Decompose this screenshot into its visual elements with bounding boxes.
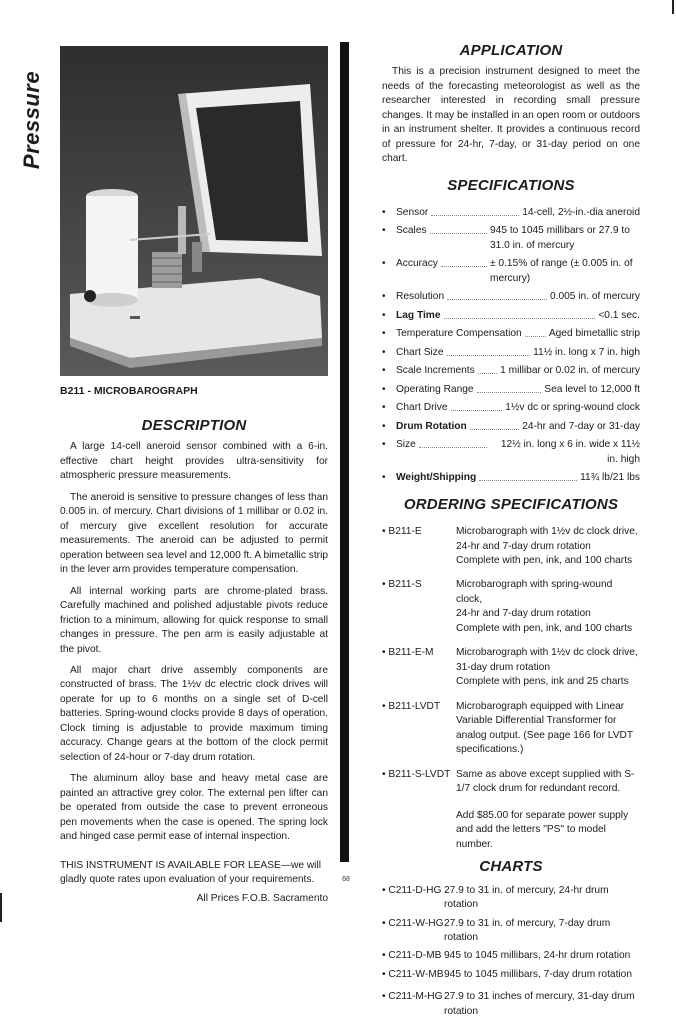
spec-value: Aged bimetallic strip	[548, 328, 640, 340]
order-code: • B211-E	[382, 526, 422, 538]
order-item	[382, 700, 640, 758]
bullet-icon: •	[382, 291, 386, 303]
spec-item	[382, 257, 640, 286]
order-item	[382, 768, 640, 797]
chart-code-text: C211-W-MB	[388, 968, 444, 980]
specifications-list	[382, 206, 640, 486]
dot-leader	[447, 290, 547, 300]
order-line: Microbarograph with 1½v dc clock drive,	[456, 647, 638, 659]
order-code-text: B211-E	[388, 526, 422, 538]
spec-value: 1 millibar or 0.02 in. of mercury	[500, 365, 640, 377]
chart-item	[382, 884, 640, 913]
chart-code-text: C211-W-HG	[388, 917, 444, 929]
dot-leader	[441, 257, 487, 267]
order-line: Microbarograph with 1½v dc clock drive,	[456, 526, 638, 538]
section-tab	[12, 70, 52, 170]
spec-value: 1½v dc or spring-wound clock	[505, 402, 640, 414]
description-paragraph: The aneroid is sensitive to pressure changes of less than 0.005 in. of mercury. Chart divisions of 1 millibar or 0.02 in. of mercury give excellent resolution for accurate measurements. The aneroid can be adjusted to permit operation between sea level and 12,000 ft. A bimetallic strip in the lever arm provides temperature compensation.	[60, 491, 328, 576]
product-photo	[60, 46, 328, 376]
order-code: • B211-LVDT	[382, 700, 441, 712]
application-heading: APPLICATION	[459, 42, 563, 59]
chart-code-text: C211-D-MB	[388, 950, 442, 962]
spec-value: 11½ in. long x 7 in. high	[533, 346, 640, 358]
spec-value: 0.005 in. of mercury	[549, 291, 640, 303]
spec-item	[382, 224, 640, 253]
dot-leader	[447, 346, 531, 356]
description-paragraph: The aluminum alloy base and heavy metal case are painted an attractive grey color. The external pen lifter can be operated from outside the case to prevent erroneous pen movements when the case is opened. The spring lock and hinged case permit ease of internal inspection.	[60, 773, 328, 843]
microbarograph-illustration	[60, 46, 328, 376]
dot-leader	[479, 471, 577, 481]
bullet-icon: •	[382, 328, 386, 340]
bullet-icon: •	[382, 258, 386, 270]
spec-label: Lag Time	[396, 309, 441, 321]
application-text: This is a precision instrument designed to meet the needs of the forecasting meteorologist as well as the researcher interested in recording small pressure changes. It may be installed in an open room or outdoors in an instrument shelter. It provides a continuous record of pressure for 24-hr, 7-day, or 31-day period on one chart.	[382, 66, 640, 165]
dot-leader	[470, 420, 519, 430]
order-line: Complete with pens, ink and 25 charts	[456, 676, 629, 688]
column-divider	[340, 42, 349, 862]
spec-value: 24-hr and 7-day or 31-day	[522, 420, 640, 432]
dot-leader	[451, 401, 503, 411]
bullet-icon: •	[382, 420, 386, 432]
dot-leader	[419, 438, 487, 448]
order-code: • B211-E-M	[382, 647, 434, 659]
bullet-icon: •	[382, 402, 386, 414]
page-number: 68	[342, 876, 350, 883]
spec-label: Chart Size	[396, 346, 444, 358]
dot-leader	[430, 224, 487, 234]
description-paragraph: A large 14-cell aneroid sensor combined with a 6-in. effective chart height provides ultra-sensitivity for atmospheric pressure measurements.	[60, 441, 328, 482]
order-line: Microbarograph with spring-wound clock,	[456, 579, 613, 605]
spec-label: Size	[396, 439, 416, 451]
dot-leader	[478, 364, 497, 374]
edge-mark	[672, 0, 674, 14]
order-line: Same as above except supplied with S-1/7 clock drum for redundant record.	[456, 768, 635, 795]
spec-value: <0.1 sec.	[598, 309, 640, 321]
order-item	[382, 578, 640, 636]
order-line: Complete with pen, ink, and 100 charts	[456, 622, 633, 634]
spec-value: 945 to 1045 millibars or 27.9 to 31.0 in. of mercury	[490, 225, 630, 251]
spec-label: Temperature Compensation	[396, 328, 522, 340]
order-line: 24-hr and 7-day drum rotation	[456, 540, 591, 552]
order-description	[456, 768, 640, 797]
spec-label: Accuracy	[396, 258, 438, 270]
description-heading: DESCRIPTION	[141, 416, 247, 434]
bullet-icon: •	[382, 346, 386, 358]
photo-caption: B211 - MICROBAROGRAPH	[60, 385, 198, 397]
spec-item	[382, 438, 640, 467]
chart-code: • C211-D-MB	[382, 950, 442, 962]
order-code-text: B211-LVDT	[388, 700, 441, 712]
specifications-heading: SPECIFICATIONS	[447, 176, 575, 194]
bullet-icon: •	[382, 206, 386, 218]
spec-label: Operating Range	[396, 383, 474, 395]
chart-description: 27.9 to 31 in. of mercury, 7-day drum rotation	[444, 917, 611, 943]
left-column	[60, 384, 328, 906]
spec-value: Sea level to 12,000 ft	[544, 383, 640, 395]
lease-note: THIS INSTRUMENT IS AVAILABLE FOR LEASE—we will gladly quote rates upon evaluation of your requirements.	[60, 859, 321, 886]
spec-item	[382, 327, 640, 341]
bullet-icon: •	[382, 472, 386, 484]
spec-label: Scale Increments	[396, 365, 475, 377]
bullet-icon: •	[382, 365, 386, 377]
order-line: 31-day drum rotation	[456, 661, 551, 673]
chart-code-text: C211-M-HG	[388, 991, 443, 1003]
power-supply-note: Add $85.00 for separate power supply and add the letters "PS" to model number.	[456, 809, 629, 850]
chart-code: • C211-D-HG	[382, 884, 442, 896]
description-paragraph: All major chart drive assembly components are constructed of brass. The 1½v dc electric clock drives will operate for up to 6 months on a single set of D-cell batteries. Spring-wound clocks provide 8 days of operation. Clock timing is adjustable to provide maximum timing accuracy. Change gears at the bottom of the clock permit selection of 24-hour or 7-day drum rotation.	[60, 664, 328, 763]
dot-leader	[431, 206, 519, 216]
section-title: Pressure	[19, 70, 44, 170]
order-description	[456, 525, 640, 568]
description-paragraph: All internal working parts are chrome-plated brass. Carefully machined and polished adjustable pivots reduce friction to a minimum, allowing for quick response to small changes in pressure. The pen arm is easily adjustable at the pivot.	[60, 585, 328, 655]
chart-code: • C211-W-MB	[382, 968, 444, 980]
dot-leader	[525, 327, 546, 337]
order-description	[456, 700, 640, 758]
bullet-icon: •	[382, 439, 386, 451]
spec-item	[382, 471, 640, 485]
order-code-text: B211-S-LVDT	[388, 768, 451, 780]
spec-label: Weight/Shipping	[396, 472, 477, 484]
charts-heading: CHARTS	[479, 858, 543, 876]
order-code: • B211-S-LVDT	[382, 768, 451, 780]
order-code-text: B211-S	[388, 579, 422, 591]
dot-leader	[477, 383, 542, 393]
spec-label: Sensor	[396, 206, 429, 218]
spec-item	[382, 290, 640, 304]
bullet-icon: •	[382, 225, 386, 237]
order-code-text: B211-E-M	[388, 647, 434, 659]
spec-value: 12½ in. long x 6 in. wide x 11½ in. high	[500, 439, 640, 465]
chart-code-text: C211-D-HG	[388, 884, 442, 896]
chart-description: 27.9 to 31 in. of mercury, 24-hr drum rotation	[444, 884, 609, 911]
right-column	[382, 40, 640, 1023]
spec-label: Scales	[396, 225, 427, 237]
dot-leader	[444, 309, 596, 319]
chart-item	[382, 990, 640, 1019]
order-item	[382, 525, 640, 568]
chart-description: 945 to 1045 millibars, 7-day drum rotation	[444, 968, 633, 980]
spec-label: Chart Drive	[396, 402, 448, 414]
ordering-list	[382, 525, 640, 852]
spec-item	[382, 401, 640, 415]
order-line: Complete with pen, ink, and 100 charts	[456, 555, 633, 566]
order-item	[382, 646, 640, 689]
chart-description: 27.9 to 31 inches of mercury, 31-day drum rotation	[444, 991, 635, 1017]
edge-mark	[0, 893, 2, 922]
order-description	[456, 578, 640, 636]
bullet-icon: •	[382, 309, 386, 321]
prices-note: All Prices F.O.B. Sacramento	[196, 892, 328, 904]
spec-item	[382, 364, 640, 378]
chart-item	[382, 949, 640, 963]
spec-item	[382, 420, 640, 434]
spec-value: ± 0.15% of range (± 0.005 in. of mercury)	[490, 258, 633, 284]
order-description	[456, 646, 640, 689]
bullet-icon: •	[382, 383, 386, 395]
spec-label: Drum Rotation	[396, 420, 467, 432]
chart-item	[382, 968, 640, 982]
spec-item	[382, 206, 640, 220]
spec-value: 14-cell, 2½-in.-dia aneroid	[522, 206, 640, 218]
spec-value: 11¾ lb/21 lbs	[580, 472, 640, 484]
order-line: Microbarograph equipped with Linear Variable Differential Transformer for analog output. (See page 166 for LVDT specifications.)	[456, 700, 633, 756]
ordering-heading: ORDERING SPECIFICATIONS	[403, 495, 619, 513]
spec-item	[382, 383, 640, 397]
chart-code: • C211-W-HG	[382, 917, 444, 929]
spec-label: Resolution	[396, 291, 445, 303]
chart-description: 945 to 1045 millibars, 24-hr drum rotation	[444, 950, 631, 962]
chart-item	[382, 917, 640, 946]
charts-list	[382, 884, 640, 1020]
spec-item	[382, 309, 640, 323]
spec-item	[382, 346, 640, 360]
chart-code: • C211-M-HG	[382, 991, 443, 1003]
order-line: 24-hr and 7-day drum rotation	[456, 608, 591, 620]
order-code: • B211-S	[382, 579, 422, 591]
